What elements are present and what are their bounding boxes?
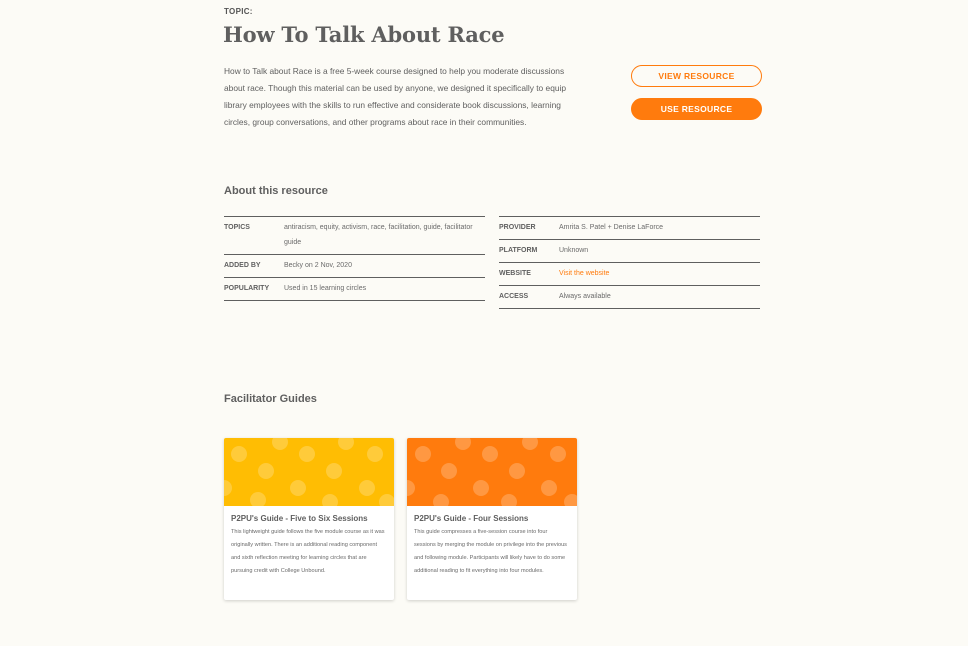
- meta-row-topics: [224, 217, 485, 255]
- meta-key-added-by: ADDED BY: [224, 262, 261, 269]
- meta-key-platform: PLATFORM: [499, 247, 538, 254]
- facilitator-guides-heading: Facilitator Guides: [224, 393, 317, 405]
- card-title: P2PU's Guide - Four Sessions: [414, 514, 529, 523]
- about-heading: About this resource: [224, 185, 328, 197]
- guide-card[interactable]: [224, 438, 394, 600]
- about-table-left: [224, 216, 485, 301]
- meta-value-provider: Amrita S. Patel + Denise LaForce: [559, 224, 664, 231]
- meta-key-access: ACCESS: [499, 293, 529, 300]
- guide-card[interactable]: [407, 438, 577, 600]
- card-description: This guide compresses a five-session course into four sessions by merging the module on privilege into the previous and following module. Participants will likely have to do some additional reading to fit everything into four modules.: [414, 529, 567, 574]
- meta-row-access: [499, 286, 760, 309]
- use-resource-button[interactable]: USE RESOURCE: [631, 98, 762, 120]
- meta-key-topics: TOPICS: [224, 224, 250, 231]
- about-table-right: [499, 216, 760, 309]
- meta-key-popularity: POPULARITY: [224, 285, 270, 292]
- meta-value-topics: antiracism, equity, activism, race, facilitation, guide, facilitator guide: [284, 224, 473, 246]
- card-banner-dots: [407, 438, 577, 506]
- meta-row-platform: [499, 240, 760, 263]
- meta-value-platform: Unknown: [559, 247, 589, 254]
- meta-value-access: Always available: [559, 293, 611, 300]
- meta-row-popularity: [224, 278, 485, 301]
- resource-description: How to Talk about Race is a free 5-week course designed to help you moderate discussions about race. Though this material can be used by anyone, we designed it specifically to equip library employees with the skills to run effective and considerate book discussions, learning circles, group conversations, and other programs about race in their communities.: [224, 66, 567, 127]
- view-resource-button[interactable]: VIEW RESOURCE: [631, 65, 762, 87]
- meta-key-provider: PROVIDER: [499, 224, 536, 231]
- meta-row-provider: [499, 217, 760, 240]
- card-banner-dots: [224, 438, 394, 506]
- meta-key-website: WEBSITE: [499, 270, 531, 277]
- page-title: How To Talk About Race: [223, 22, 505, 47]
- meta-row-added-by: [224, 255, 485, 278]
- card-description: This lightweight guide follows the five module course as it was originally written. There is an additional reading component and sixth reflection meeting for learning circles that are pursuing credit with College Unbound.: [231, 529, 385, 574]
- topic-label: TOPIC:: [224, 7, 253, 16]
- meta-value-added-by: Becky on 2 Nov, 2020: [284, 262, 352, 269]
- meta-row-website: [499, 263, 760, 286]
- meta-value-popularity: Used in 15 learning circles: [284, 285, 367, 292]
- website-link[interactable]: Visit the website: [559, 270, 610, 277]
- card-title: P2PU's Guide - Five to Six Sessions: [231, 514, 368, 523]
